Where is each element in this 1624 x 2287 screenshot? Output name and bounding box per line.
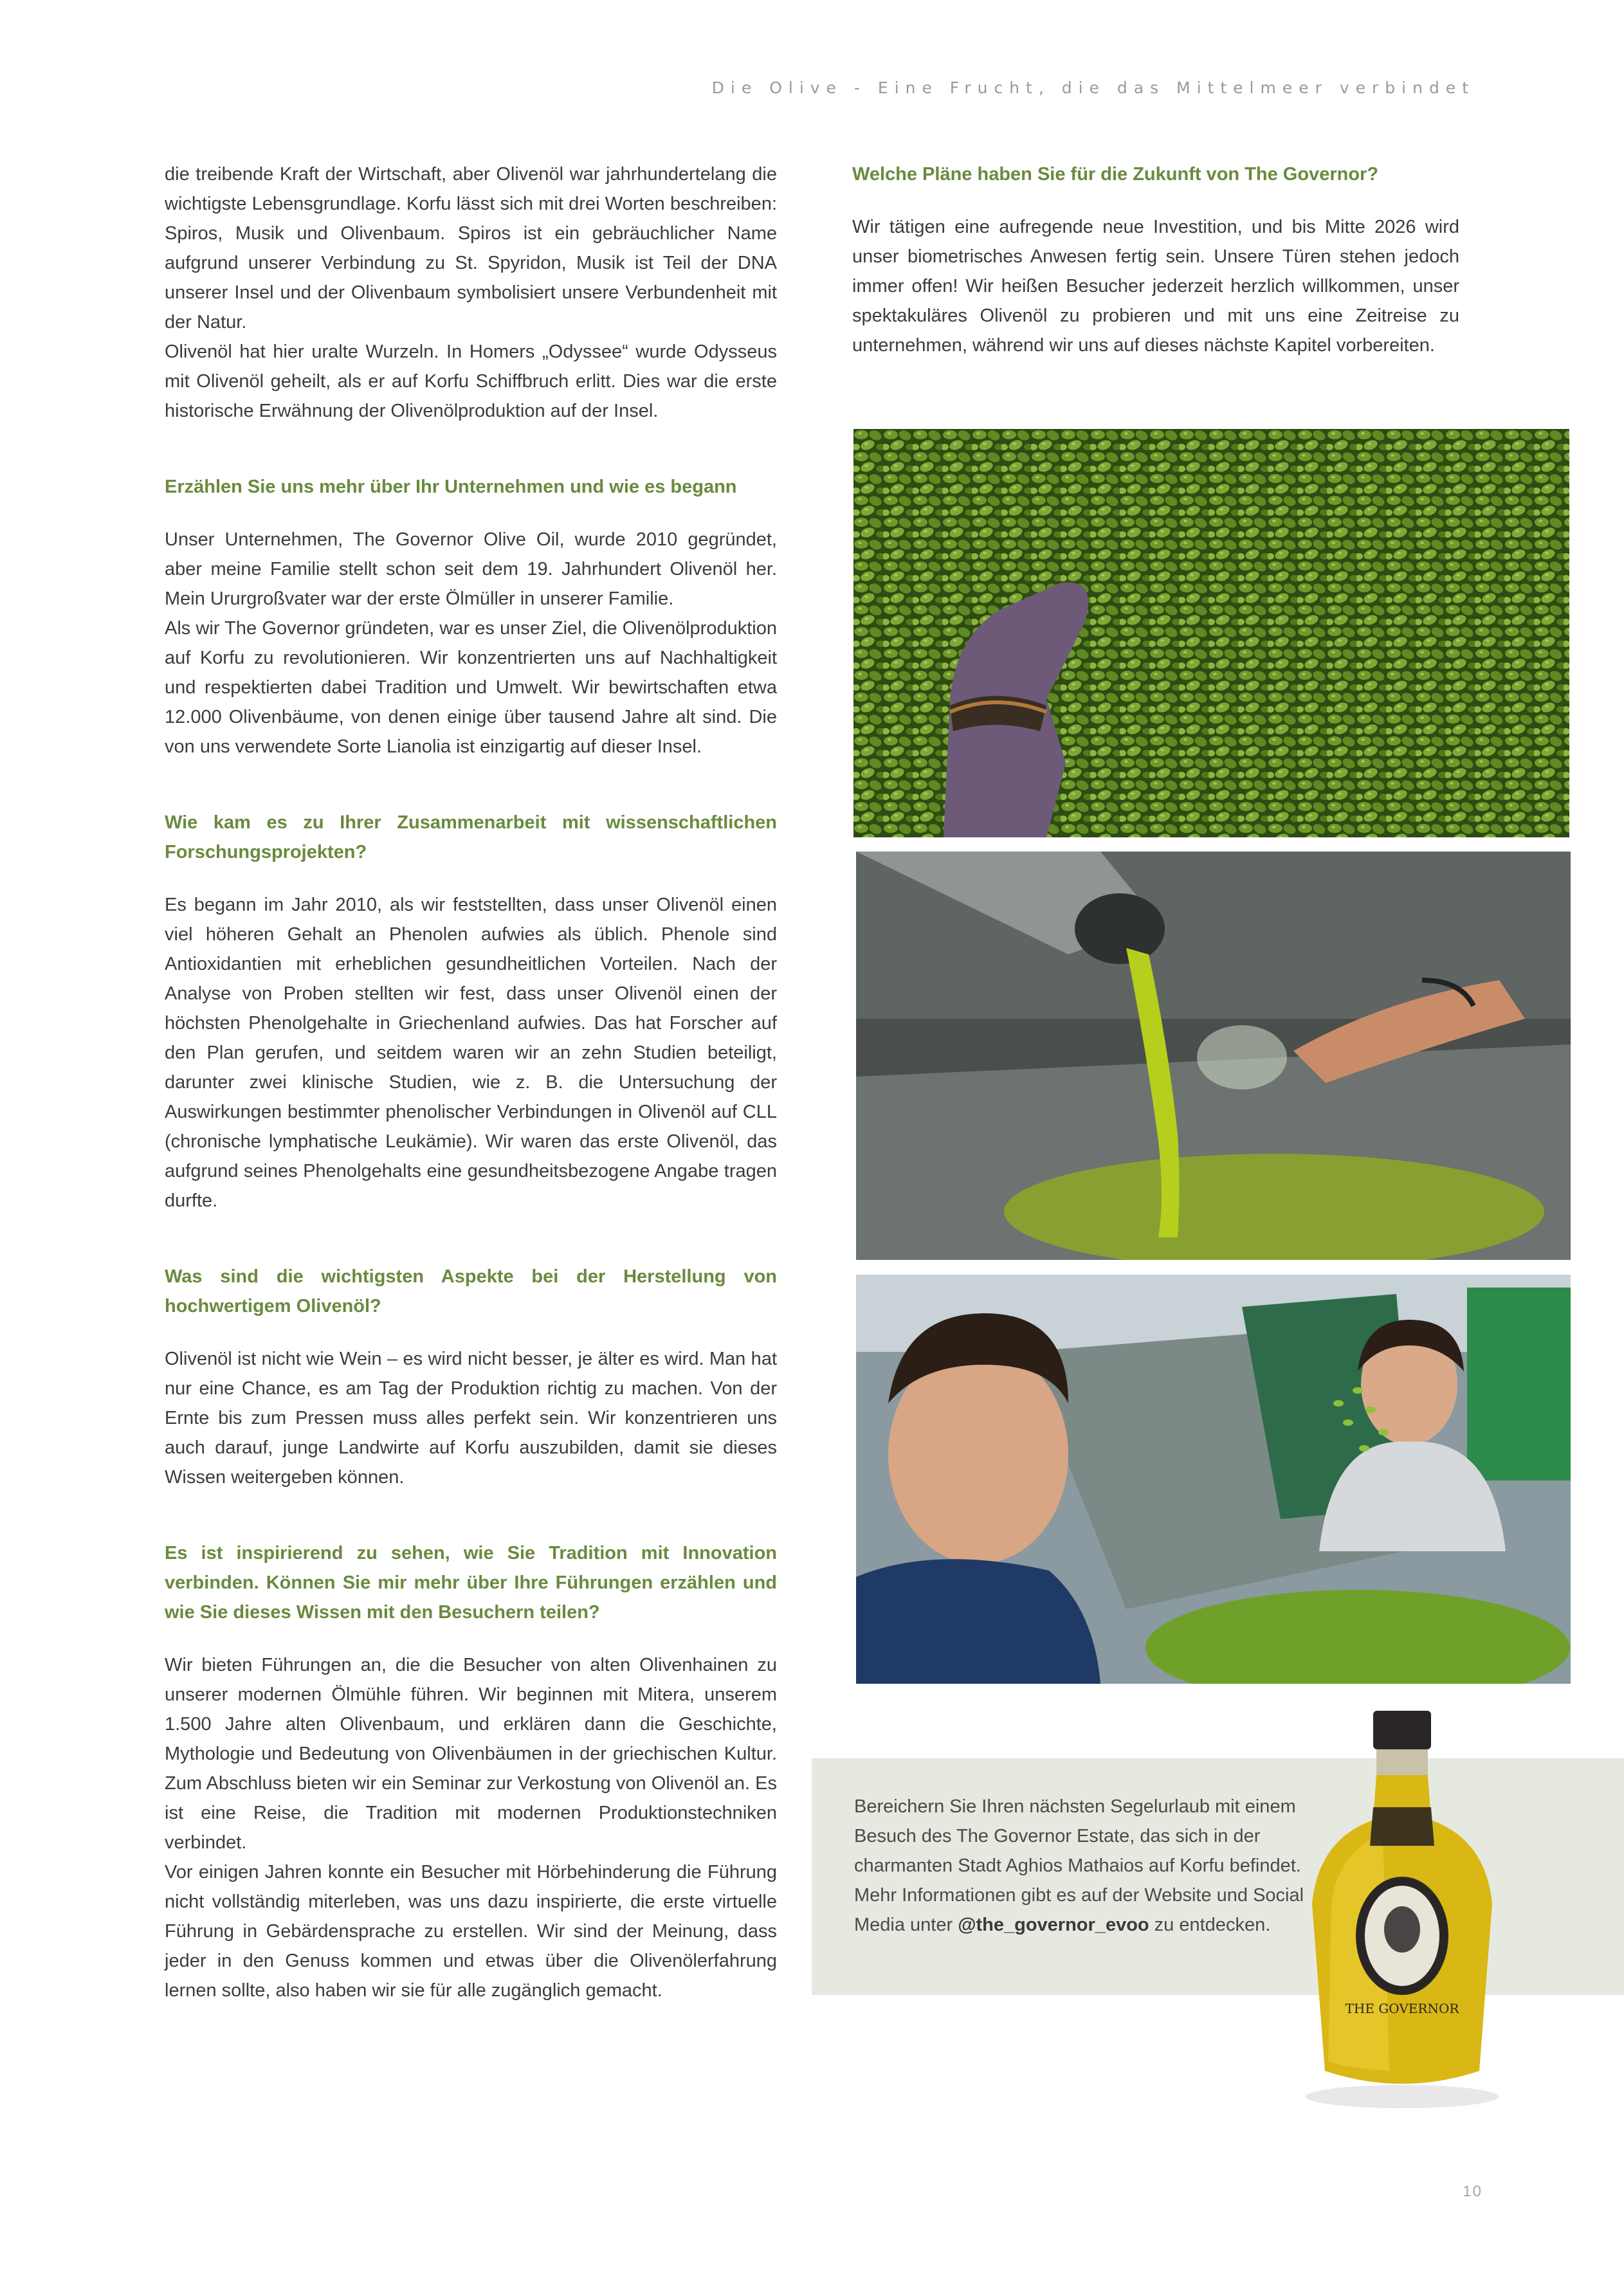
answer-tours-1: Wir bieten Führungen an, die die Besucher von alten Olivenhainen zu unserer modernen Ölmühle führen. Wir beginnen mit Mitera, unserem 1.500 Jahre alten Olivenbaum, und erklären dann die Geschichte, Mythologie und Bedeutung von Olivenbäumen in der griechischen Kultur. Zum Abschluss bieten wir ein Seminar zur Verkostung von Olivenöl an. Es ist eine Reise, die Tradition mit modernen Produktionstechniken verbindet.: [165, 1655, 777, 1853]
answer-company-2: Als wir The Governor gründeten, war es unser Ziel, die Olivenölproduktion auf Korfu zu revolutionieren. Wir konzentrierten uns auf Nachhaltigkeit und respektierten dabei Tradition und Umwelt. Wir bewirtschaften etwa 12.000 Olivenbäume, von denen einige über tausend Jahre alt sind. Die von uns verwendete Sorte Lianolia ist einzigartig auf dieser Insel.: [165, 618, 777, 757]
olive-oil-pouring-photo: [856, 852, 1571, 1260]
olives-harvest-photo: [853, 429, 1569, 837]
running-header: Die Olive - Eine Frucht, die das Mittelmeer verbindet: [711, 78, 1475, 97]
right-column: [852, 159, 1459, 360]
bottle-label-text: THE GOVERNOR: [1345, 2001, 1459, 2016]
question-future: Welche Pläne haben Sie für die Zukunft von The Governor?: [852, 164, 1379, 185]
question-company: Erzählen Sie uns mehr über Ihr Unternehmen und wie es begann: [165, 477, 737, 497]
promo-suffix: zu entdecken.: [1149, 1915, 1271, 1935]
question-production: Was sind die wichtigsten Aspekte bei der Herstellung von hochwertigem Olivenöl?: [165, 1266, 777, 1317]
question-tours: Es ist inspirierend zu sehen, wie Sie Tradition mit Innovation verbinden. Können Sie mir mehr über Ihre Führungen erzählen und wie Sie dieses Wissen mit den Besuchern teilen?: [165, 1543, 777, 1623]
promo-text: [854, 1792, 1317, 1940]
team-selfie-photo: [856, 1275, 1571, 1684]
answer-production: Olivenöl ist nicht wie Wein – es wird nicht besser, je älter es wird. Man hat nur eine Chance, es am Tag der Produktion richtig zu machen. Von der Ernte bis zum Pressen muss alles perfekt sein. Wir konzentrieren uns auch darauf, junge Landwirte auf Korfu auszubilden, damit sie dieses Wissen weitergeben können.: [165, 1349, 777, 1488]
intro-paragraph: die treibende Kraft der Wirtschaft, aber Olivenöl war jahrhundertelang die wichtigste Lebensgrundlage. Korfu lässt sich mit drei Worten beschreiben: Spiros, Musik und Olivenbaum. Spiros ist ein gebräuchlicher Name aufgrund unserer Verbindung zu St. Spyridon, Musik ist Teil der DNA unserer Insel und der Olivenbaum symbolisiert unsere Verbundenheit mit der Natur.: [165, 164, 777, 333]
olive-oil-bottle-image: [1306, 1711, 1499, 2109]
question-research: Wie kam es zu Ihrer Zusammenarbeit mit wissenschaftlichen Forschungsprojekten?: [165, 812, 777, 862]
answer-tours-2: Vor einigen Jahren konnte ein Besucher mit Hörbehinderung die Führung nicht vollständig miterleben, was uns dazu inspirierte, die erste virtuelle Führung in Gebärdensprache zu erstellen. Wir sind der Meinung, dass jeder in den Genuss kommen und etwas über die Olivenölerfahrung lernen sollte, also haben wir sie für alle zugänglich gemacht.: [165, 1862, 777, 2001]
answer-research: Es begann im Jahr 2010, als wir feststellten, dass unser Olivenöl einen viel höheren Gehalt an Phenolen aufwies als üblich. Phenole sind Antioxidantien mit erheblichen gesundheitlichen Vorteilen. Nach der Analyse von Proben stellten wir fest, dass unser Olivenöl einen der höchsten Phenolgehalte in Griechenland aufwies. Das hat Forscher auf den Plan gerufen, und seitdem waren wir an zehn Studien beteiligt, darunter zwei klinische Studien, wie z. B. die Untersuchung der Auswirkungen bestimmter phenolischer Verbindungen in Olivenöl auf CLL (chronische lymphatische Leukämie). Wir waren das erste Olivenöl, das aufgrund seines Phenolgehalts eine gesundheitsbezogene Angabe tragen durfte.: [165, 895, 777, 1211]
instagram-handle-link[interactable]: @the_governor_evoo: [958, 1915, 1149, 1935]
promo-body: Bereichern Sie Ihren nächsten Segelurlaub mit einem Besuch des The Governor Estate, das sich in der charmanten Stadt Aghios Mathaios auf Korfu befindet. Mehr Informationen gibt es auf der Website und Social Media unter: [854, 1796, 1304, 1935]
page-number: 10: [1463, 2183, 1483, 2200]
left-column: [165, 159, 777, 2005]
intro-paragraph-2: Olivenöl hat hier uralte Wurzeln. In Homers „Odyssee“ wurde Odysseus mit Olivenöl geheilt, als er auf Korfu Schiffbruch erlitt. Dies war die erste historische Erwähnung der Olivenölproduktion auf der Insel.: [165, 342, 777, 421]
answer-company-1: Unser Unternehmen, The Governor Olive Oil, wurde 2010 gegründet, aber meine Familie stellt schon seit dem 19. Jahrhundert Olivenöl her. Mein Ururgroßvater war der erste Ölmüller in unserer Familie.: [165, 529, 777, 609]
answer-future: Wir tätigen eine aufregende neue Investition, und bis Mitte 2026 wird unser biometrisches Anwesen fertig sein. Unsere Türen stehen jedoch immer offen! Wir heißen Besucher jederzeit herzlich willkommen, unser spektakuläres Olivenöl zu probieren und mit uns eine Zeitreise zu unternehmen, während wir uns auf dieses nächste Kapitel vorbereiten.: [852, 217, 1459, 356]
